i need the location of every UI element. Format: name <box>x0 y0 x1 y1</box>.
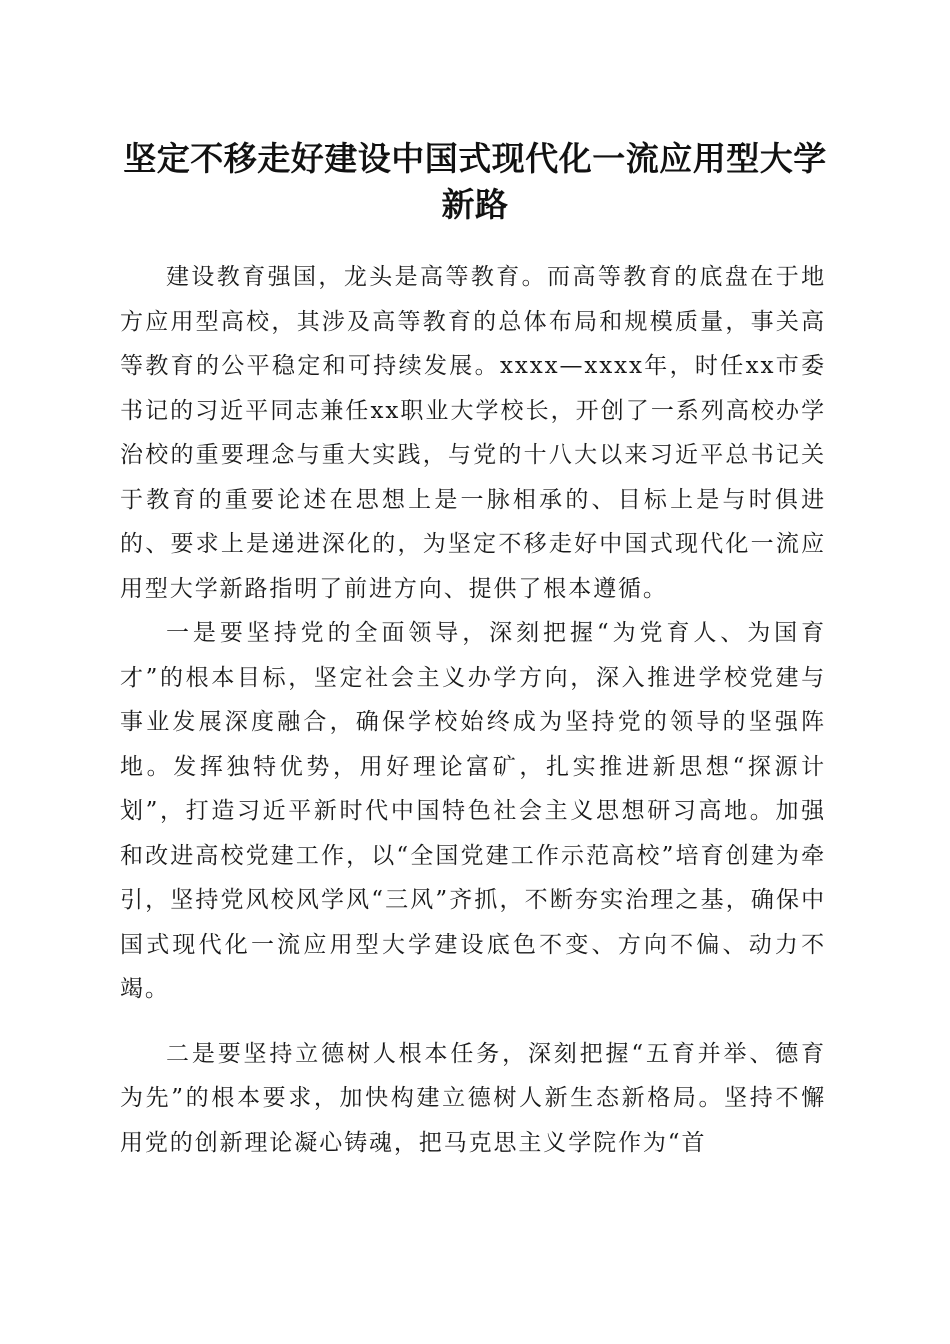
paragraph-point-one: 一是要坚持党的全面领导，深刻把握“为党育人、为国育才”的根本目标，坚定社会主义办学方向，深入推进学校党建与事业发展深度融合，确保学校始终成为坚持党的领导的坚强阵地。发挥独特优势，用好理论富矿，扎实推进新思想“探源计划”，打造习近平新时代中国特色社会主义思想研习高地。加强和改进高校党建工作，以“全国党建工作示范高校”培育创建为牵引，坚持党风校风学风“三风”齐抓，不断夯实治理之基，确保中国式现代化一流应用型大学建设底色不变、方向不偏、动力不竭。 <box>120 620 826 1002</box>
document-title: 坚定不移走好建设中国式现代化一流应用型大学新路 <box>123 139 827 224</box>
paragraph-intro: 建设教育强国，龙头是高等教育。而高等教育的底盘在于地方应用型高校，其涉及高等教育的总体布局和规模质量，事关高等教育的公平稳定和可持续发展。xxxx—xxxx年，时任xx市委书记的习近平同志兼任xx职业大学校长，开创了一系列高校办学治校的重要理念与重大实践，与党的十八大以来习近平总书记关于教育的重要论述在思想上是一脉相承的、目标上是与时俱进的、要求上是递进深化的，为坚定不移走好中国式现代化一流应用型大学新路指明了前进方向、提供了根本遵循。 <box>120 264 826 602</box>
document-body <box>120 255 826 1165</box>
paragraph-spacer <box>120 1012 826 1032</box>
paragraph-point-two: 二是要坚持立德树人根本任务，深刻把握“五育并举、德育为先”的根本要求，加快构建立德树人新生态新格局。坚持不懈用党的创新理论凝心铸魂，把马克思主义学院作为“首 <box>120 1040 826 1156</box>
